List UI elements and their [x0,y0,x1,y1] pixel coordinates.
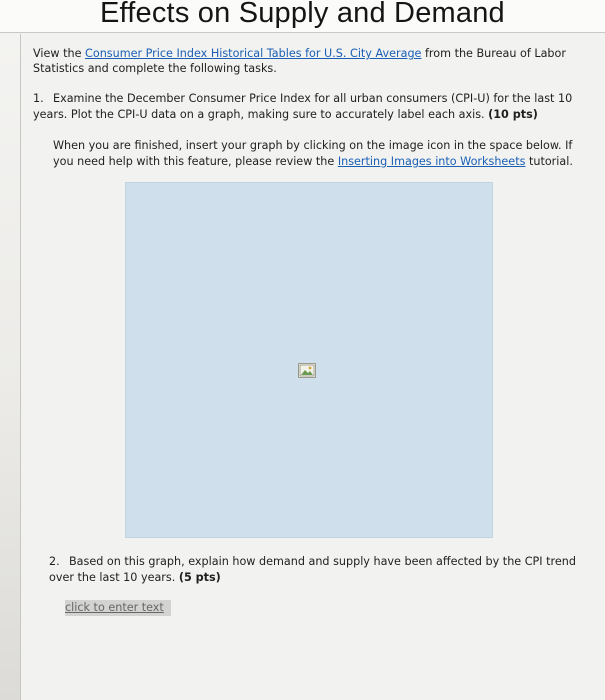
intro-paragraph [33,46,588,76]
image-insert-area[interactable] [125,182,493,538]
question-1-number: 1. [33,92,44,105]
cpi-tables-link[interactable]: Consumer Price Index Historical Tables for U.S. City Average [85,47,422,60]
worksheet [20,34,605,700]
question-2 [49,554,589,585]
insert-image-icon[interactable] [298,363,316,378]
intro-prefix: View the [33,47,86,60]
question-2-points: (5 pts) [178,570,221,584]
question-2-text: Based on this graph, explain how demand and supply have been affected by the CPI trend over the last 10 years. [49,555,576,584]
inserting-images-link[interactable]: Inserting Images into Worksheets [337,154,526,168]
question-1-text: Examine the December Consumer Price Index for all urban consumers (CPI-U) for the last 10 years. Plot the CPI-U data on a graph, making sure to accurately label each axis. [33,92,573,121]
answer-text-field[interactable]: click to enter text [65,600,171,616]
title-strip [0,0,605,33]
intro-suffix: from the Bureau of Labor Statistics and complete the following tasks. [33,47,566,75]
instructions-text: When you are finished, insert your graph by clicking on the image icon in the space below. If you need help with this feature, please review the [53,139,573,168]
page-title: Effects on Supply and Demand [100,0,505,29]
question-2-number: 2. [49,555,60,568]
question-1 [33,91,589,122]
insert-instructions [53,138,593,169]
instructions-suffix: tutorial. [525,154,573,168]
question-1-points: (10 pts) [488,107,538,121]
